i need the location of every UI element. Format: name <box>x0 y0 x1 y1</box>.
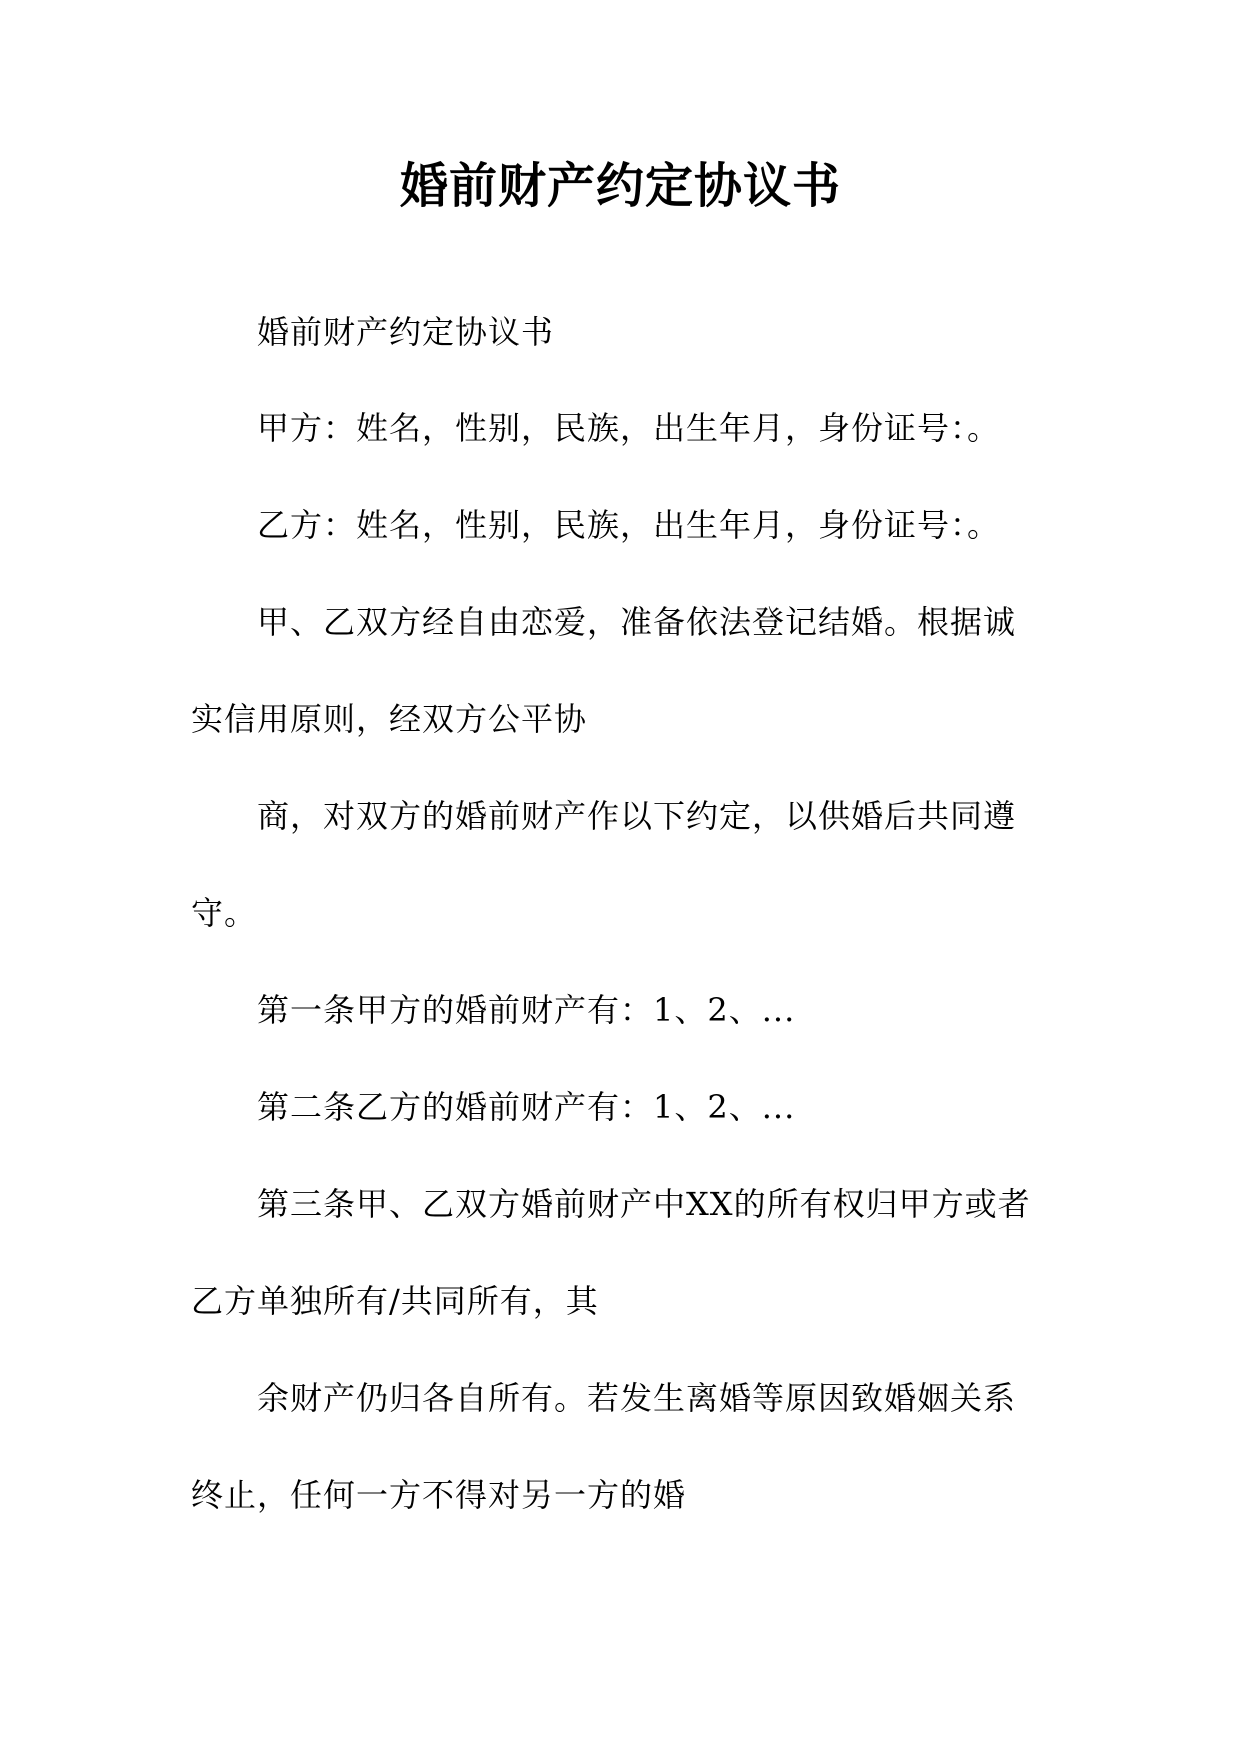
text-line: 商，对双方的婚前财产作以下约定，以供婚后共同遵 <box>257 797 1017 835</box>
document-title: 婚前财产约定协议书 <box>399 158 841 214</box>
text-line: 守。 <box>191 894 258 932</box>
text-line: 第一条甲方的婚前财产有：1、2、... <box>257 991 796 1029</box>
text-line: 乙方单独所有/共同所有，其 <box>191 1282 599 1320</box>
text-line: 甲、乙双方经自由恋爱，准备依法登记结婚。根据诚 <box>257 603 1017 641</box>
text-line: 婚前财产约定协议书 <box>257 313 555 351</box>
text-line: 乙方：姓名，性别，民族，出生年月，身份证号：。 <box>257 506 1001 544</box>
text-line: 实信用原则，经双方公平协 <box>191 700 588 738</box>
text-line: 第二条乙方的婚前财产有：1、2、... <box>257 1088 796 1126</box>
text-line: 终止，任何一方不得对另一方的婚 <box>191 1476 687 1514</box>
text-line: 甲方：姓名，性别，民族，出生年月，身份证号：。 <box>257 409 1001 447</box>
text-line: 余财产仍归各自所有。若发生离婚等原因致婚姻关系 <box>257 1379 1017 1417</box>
text-line: 第三条甲、乙双方婚前财产中XX的所有权归甲方或者 <box>257 1185 1031 1223</box>
